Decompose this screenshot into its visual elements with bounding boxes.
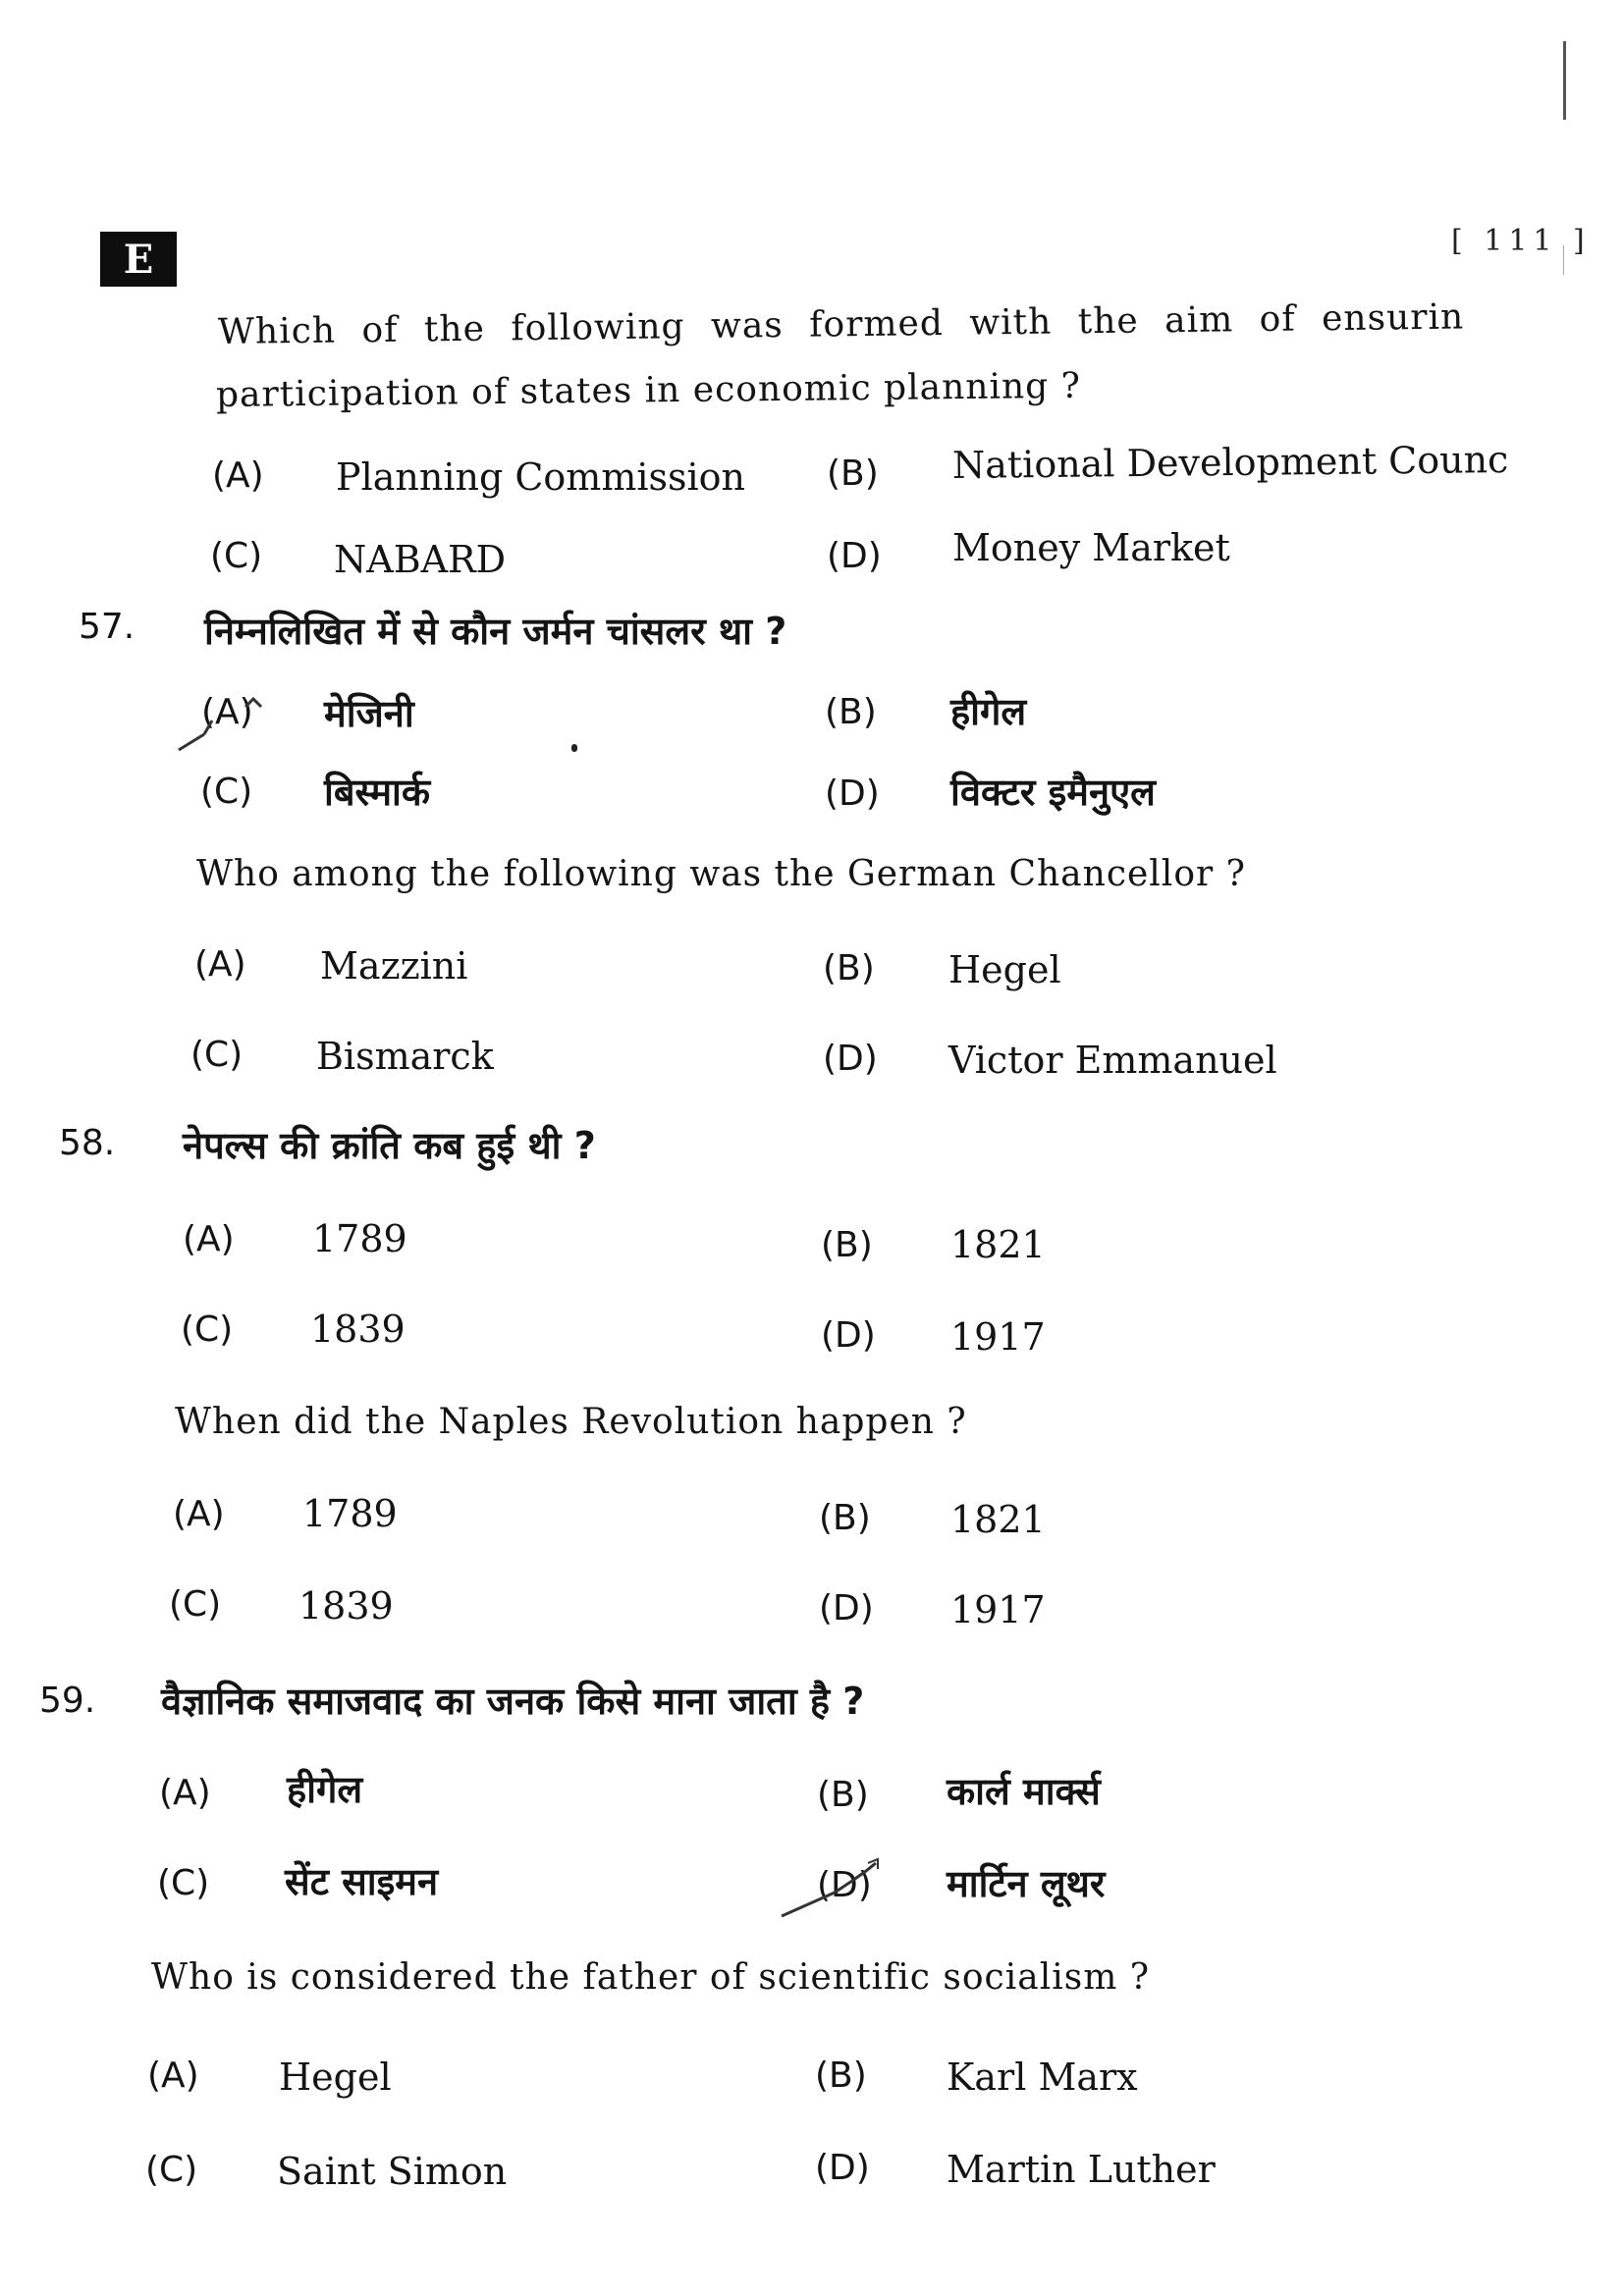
q56-option-a: Planning Commission (336, 455, 746, 499)
question-58-number: 58. (59, 1123, 116, 1163)
q58-hi-option-b: 1821 (950, 1223, 1046, 1266)
question-56-text-line1: Which of the following was formed with the aim of ensurin (217, 296, 1465, 352)
question-57-number: 57. (79, 607, 135, 647)
q56-option-d: Money Market (952, 526, 1230, 569)
q59-en-option-d: Martin Luther (947, 2148, 1216, 2191)
q57-hi-option-c: बिस्मार्क (324, 771, 431, 814)
answer-tick-mark-icon (776, 1851, 923, 1922)
question-58-hindi-text: नेपल्स की क्रांति कब हुई थी ? (183, 1124, 596, 1167)
question-57-english-text: Who among the following was the German Chancellor ? (196, 854, 1246, 894)
q58-en-option-b: 1821 (950, 1498, 1046, 1541)
q57-hi-option-a: मेजिनी (324, 692, 414, 735)
q57-en-option-c: Bismarck (316, 1035, 494, 1078)
q58-hi-option-c: 1839 (310, 1308, 406, 1351)
q56-option-d-label: (D) (827, 536, 882, 576)
q59-hi-option-d: मार्टिन लूथर (947, 1862, 1106, 1905)
q57-en-option-d: Victor Emmanuel (948, 1039, 1277, 1082)
question-59-english-text: Who is considered the father of scientific socialism ? (151, 1957, 1151, 1998)
q57-hi-option-b-label: (B) (825, 692, 877, 732)
question-59-number: 59. (39, 1681, 96, 1721)
q59-en-option-b-label: (B) (815, 2056, 867, 2096)
q56-option-c-label: (C) (210, 536, 263, 576)
q58-hi-option-b-label: (B) (821, 1225, 873, 1265)
question-58-english-text: When did the Naples Revolution happen ? (175, 1402, 967, 1442)
q58-hi-option-c-label: (C) (181, 1309, 234, 1350)
q58-hi-option-d-label: (D) (821, 1315, 876, 1356)
q57-en-option-b-label: (B) (823, 948, 875, 988)
scan-edge-line (1563, 41, 1566, 120)
q57-hi-option-d-label: (D) (825, 774, 880, 814)
q57-en-option-c-label: (C) (190, 1035, 244, 1075)
q58-en-option-c: 1839 (298, 1584, 394, 1628)
q58-en-option-d: 1917 (950, 1588, 1046, 1631)
q56-option-a-label: (A) (212, 455, 264, 496)
q59-en-option-a: Hegel (279, 2056, 392, 2099)
q59-hi-option-a-label: (A) (159, 1773, 211, 1813)
q59-hi-option-d-label: (D) (817, 1865, 872, 1905)
q59-en-option-b: Karl Marx (947, 2056, 1138, 2099)
q57-en-option-a: Mazzini (320, 944, 468, 988)
q58-en-option-a: 1789 (302, 1492, 398, 1535)
q57-hi-option-b: हीगेल (950, 690, 1027, 733)
q58-en-option-a-label: (A) (173, 1494, 225, 1534)
q59-hi-option-b-label: (B) (817, 1775, 869, 1815)
q56-option-b-label: (B) (827, 454, 879, 494)
q57-hi-option-a-label: (A) (201, 692, 253, 732)
answer-tick-mark-icon (175, 693, 283, 756)
stray-dot (571, 744, 577, 752)
q57-en-option-b: Hegel (948, 948, 1061, 991)
q59-en-option-c-label: (C) (145, 2150, 198, 2190)
q58-en-option-c-label: (C) (169, 1584, 222, 1625)
q58-en-option-b-label: (B) (819, 1498, 871, 1538)
q59-en-option-c: Saint Simon (277, 2150, 508, 2193)
q59-en-option-d-label: (D) (815, 2148, 870, 2188)
q57-hi-option-c-label: (C) (200, 772, 253, 812)
page-number: [ 111 ] (1451, 224, 1591, 258)
q59-hi-option-c-label: (C) (157, 1863, 210, 1903)
q58-en-option-d-label: (D) (819, 1588, 874, 1629)
q56-option-b: National Development Counc (951, 438, 1509, 487)
q59-en-option-a-label: (A) (147, 2056, 199, 2096)
q57-en-option-d-label: (D) (823, 1039, 878, 1079)
question-57-hindi-text: निम्नलिखित में से कौन जर्मन चांसलर था ? (204, 610, 787, 653)
q58-hi-option-a-label: (A) (183, 1219, 235, 1259)
question-59-hindi-text: वैज्ञानिक समाजवाद का जनक किसे माना जाता है ? (161, 1680, 865, 1723)
question-56-text-line2: participation of states in economic planning ? (215, 365, 1082, 415)
q59-hi-option-a: हीगेल (287, 1768, 363, 1811)
q59-hi-option-c: सेंट साइमन (285, 1860, 439, 1903)
q56-option-c: NABARD (334, 538, 507, 581)
q58-hi-option-a: 1789 (312, 1217, 407, 1260)
q57-en-option-a-label: (A) (194, 944, 246, 985)
set-badge: E (100, 232, 177, 287)
q59-hi-option-b: कार्ल मार्क्स (947, 1770, 1101, 1813)
q58-hi-option-d: 1917 (950, 1315, 1046, 1359)
q57-hi-option-d: विक्टर इमैनुएल (950, 771, 1156, 814)
